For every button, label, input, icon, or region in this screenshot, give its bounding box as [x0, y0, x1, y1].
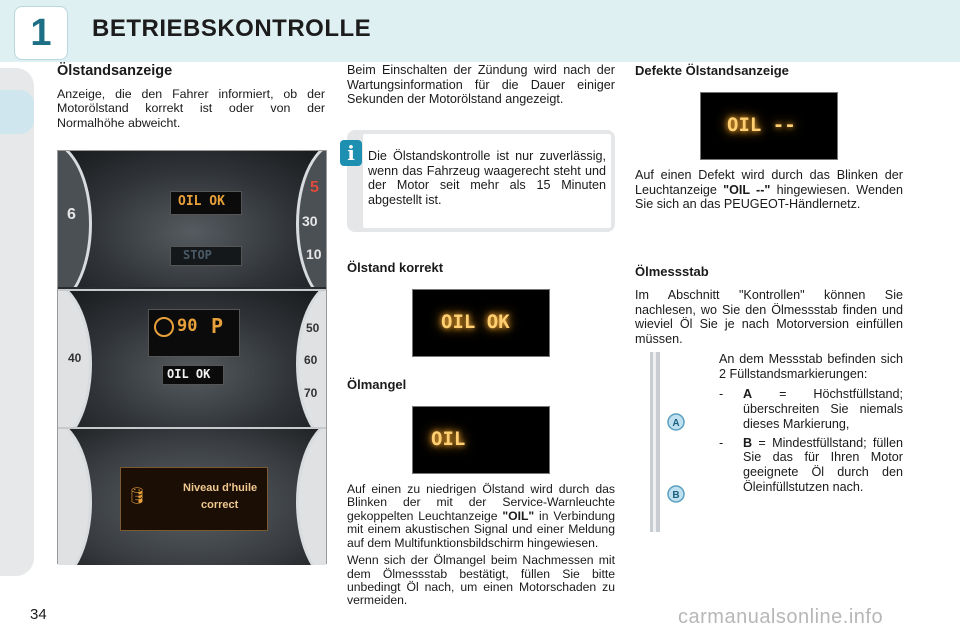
mark-letter: A [743, 387, 753, 402]
oil-low-display-text: OIL [431, 428, 466, 450]
gauge-number: 60 [304, 353, 318, 367]
info-note-text: Die Ölstandskontrolle ist nur zuverlässig, wenn das Fahrzeug waagerecht steht und der Motor seit mehr als 15 Minuten abgestellt ist. [368, 149, 606, 208]
display-line-2: correct [201, 499, 239, 511]
watermark: carmanualsonline.info [678, 606, 884, 628]
dashboard-panel-2 [58, 289, 326, 427]
info-note-box [347, 130, 615, 232]
oil-low-paragraph [347, 483, 615, 550]
display-line-1: Niveau d'huile [183, 482, 258, 494]
middle-column [347, 63, 615, 107]
lcd-text: OIL OK [178, 194, 225, 209]
defect-text-bold: "OIL --" [723, 182, 771, 197]
defect-text-1: Auf einen Defekt wird durch das Blinken der Leuchtanzeige [635, 168, 903, 197]
lcd-display [170, 191, 242, 215]
speed-limiter-icon [154, 317, 174, 337]
info-note-inner [363, 134, 611, 228]
oil-can-icon: 🛢 [127, 488, 148, 505]
gauge-number: 6 [67, 206, 76, 223]
dipstick-description [635, 288, 903, 347]
oil-level-intro: Anzeige, die den Fahrer informiert, ob der Motorölstand korrekt ist oder von der Normalhöhe abweicht. [57, 86, 325, 130]
list-item [719, 436, 903, 495]
dashboard-panel-3 [58, 427, 326, 565]
dashboard-panel-1 [58, 151, 326, 287]
list-dash: - [719, 435, 724, 450]
defect-paragraph [635, 168, 903, 212]
oil-low-description [347, 483, 615, 608]
heading-oil-level-ok: Ölstand korrekt [347, 260, 444, 275]
oil-low-text-1: Auf einen zu niedrigen Ölstand wird durch das Blinken der mit der Service-Warnleuchte gekoppelten Leuchtanzeige [347, 482, 615, 523]
marks-intro: An dem Messstab befinden sich 2 Füllstandsmarkierungen: [719, 352, 903, 381]
mark-letter: B [743, 435, 753, 450]
gauge-number: 40 [68, 351, 82, 365]
marks-list [719, 387, 903, 494]
dipstick-mark-a-label: A [672, 418, 680, 429]
heading-dipstick: Ölmessstab [635, 264, 709, 279]
gauge-number: 70 [304, 386, 318, 400]
oil-low-text-3: Wenn sich der Ölmangel beim Nachmessen mit dem Ölmessstab bestätigt, füllen Sie bitte unbedingt Öl nach, um einen Motorschaden zu vermeiden. [347, 553, 615, 608]
lcd-gear: P [211, 314, 224, 338]
dashboard-photo [57, 150, 327, 564]
heading-oil-low: Ölmangel [347, 377, 407, 392]
gauge-number: 10 [306, 246, 322, 262]
list-dash: - [719, 387, 724, 402]
lcd-speed: 90 [177, 316, 198, 336]
lcd-text: OIL OK [167, 367, 211, 381]
gauge-number: 50 [306, 321, 320, 335]
ignition-intro: Beim Einschalten der Zündung wird nach der Wartungsinformation für die Dauer einiger Sekunden der Motorölstand angezeigt. [347, 63, 615, 107]
dipstick-marks [719, 352, 903, 495]
info-icon: i [340, 140, 362, 166]
oil-low-text-bold: "OIL" [502, 508, 535, 523]
defect-text-2: hingewiesen. Wenden Sie sich an das PEUGEOT-Händlernetz. [635, 182, 903, 212]
left-column [57, 63, 325, 130]
list-text [743, 387, 903, 431]
lcd-oil-status [162, 365, 224, 385]
gauge-left [58, 427, 92, 565]
list-item [719, 387, 903, 431]
list-text [743, 436, 903, 495]
chapter-side-strip-active [0, 90, 34, 134]
gauge-right [296, 427, 326, 565]
dipstick-mark-b-label: B [672, 490, 680, 501]
gauge-number: 5 [310, 179, 319, 196]
oil-defect-display-text: OIL -- [727, 114, 796, 136]
mark-text: = Höchstfüllstand; überschreiten Sie niemals dieses Markierung, [743, 387, 903, 431]
oil-low-display-image [412, 406, 550, 474]
chapter-side-strip [0, 68, 34, 576]
dipstick-rod-highlight [653, 352, 656, 532]
lcd-warning-text: STOP [183, 248, 212, 262]
page-title: BETRIEBSKONTROLLE [92, 15, 372, 42]
dipstick-text: Im Abschnitt "Kontrollen" können Sie nachlesen, wo Sie den Ölmessstab finden und wieviel Öl Sie je nach Motorversion einfüllen müssen. [635, 288, 903, 347]
defect-description [635, 168, 903, 212]
heading-defective-indicator: Defekte Ölstandsanzeige [635, 63, 789, 78]
chapter-number-tab: 1 [14, 6, 68, 60]
oil-ok-display-image [412, 289, 550, 357]
multifunction-display [120, 467, 268, 531]
lcd-warning-row [170, 246, 242, 266]
dipstick-illustration [640, 352, 700, 532]
oil-ok-display-text: OIL OK [441, 311, 510, 333]
lcd-display [148, 309, 240, 357]
oil-low-text-2: in Verbindung mit einem akustischen Signal und einer Meldung auf dem Multifunktionsbildschirm hingewiesen. [347, 508, 615, 550]
section-heading-oil-level-indicator: Ölstandsanzeige [57, 63, 173, 79]
page-number: 34 [30, 606, 47, 623]
oil-defect-display-image [700, 92, 838, 160]
gauge-number: 30 [302, 213, 318, 229]
mark-text: = Mindestfüllstand; füllen Sie das für Ihren Motor geeignete Öl durch den Öleinfüllstutzen nach. [743, 435, 903, 494]
